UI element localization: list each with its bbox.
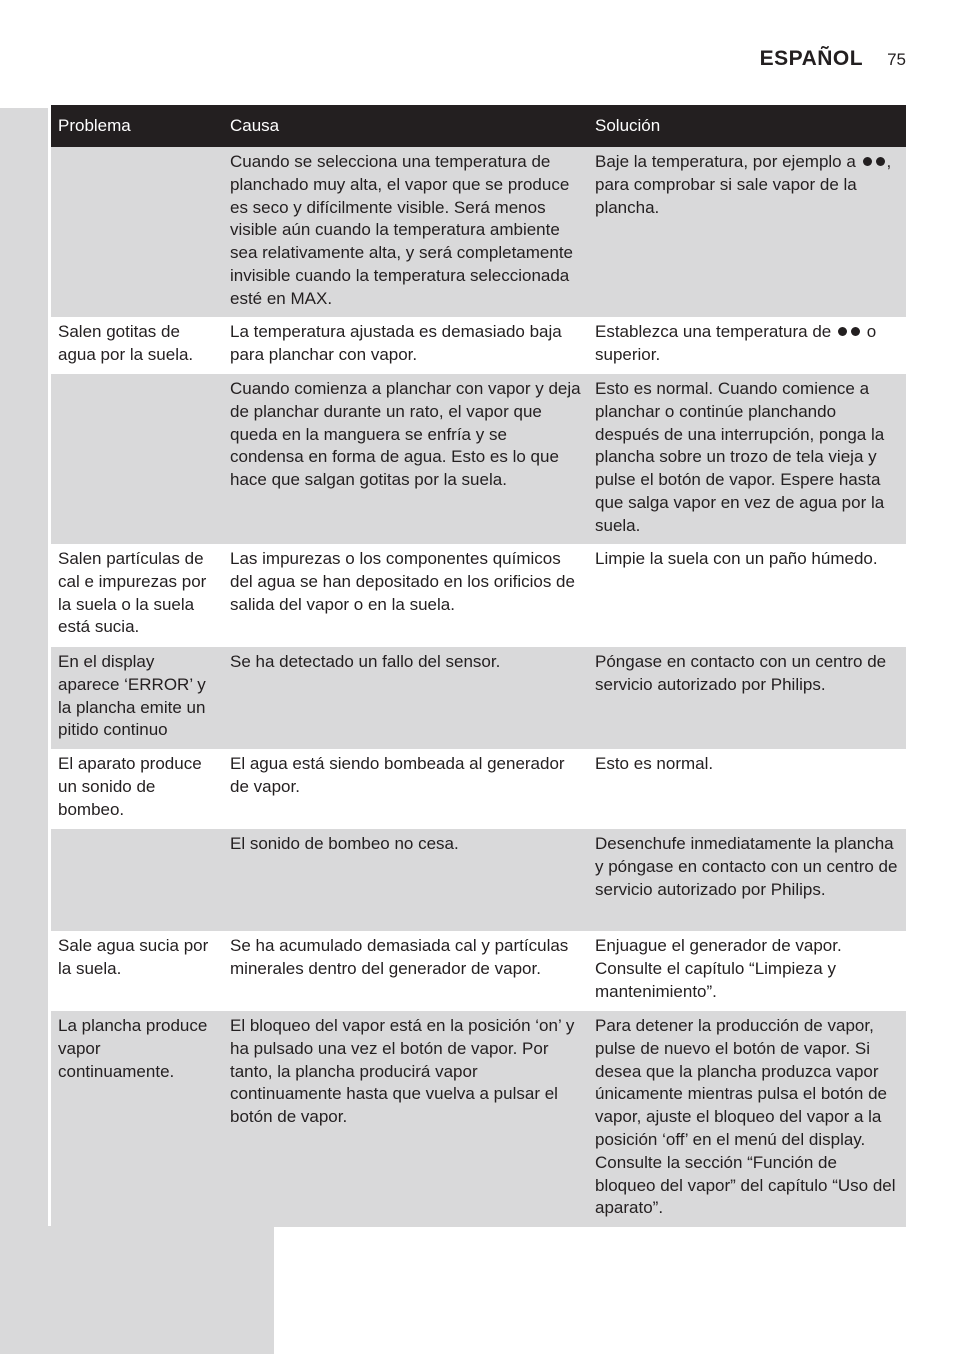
temperature-dot-icon xyxy=(838,327,847,336)
side-band xyxy=(0,108,48,1354)
solution-cell xyxy=(588,147,906,317)
cause-cell: El sonido de bombeo no cesa. xyxy=(223,829,588,931)
problem-cell xyxy=(51,374,223,544)
solution-cell: Para detener la producción de vapor, pulse de nuevo el botón de vapor. Si desea que la plancha produzca vapor únicamente mientras pulsa el botón de vapor, ajuste el bloqueo del vapor a la posición ‘off’ en el menú del display. Consulte la sección “Función de bloqueo del vapor” del capítulo “Uso del aparato”. xyxy=(588,1011,906,1227)
cause-cell: El agua está siendo bombeada al generador de vapor. xyxy=(223,749,588,829)
page-number: 75 xyxy=(887,50,906,69)
problem-cell: En el display aparece ‘ERROR’ y la plancha emite un pitido continuo xyxy=(51,647,223,749)
table-row xyxy=(51,829,906,931)
solution-cell: Esto es normal. Cuando comience a planchar o continúe planchando después de una interrupción, ponga la plancha sobre un trozo de tela vieja y pulse el botón de vapor. Espere hasta que salga vapor en vez de agua por la suela. xyxy=(588,374,906,544)
problem-cell xyxy=(51,147,223,317)
problem-cell: La plancha produce vapor continuamente. xyxy=(51,1011,223,1227)
solution-cell: Enjuague el generador de vapor. Consulte el capítulo “Limpieza y mantenimiento”. xyxy=(588,931,906,1011)
language-heading: ESPAÑOL xyxy=(759,47,864,70)
cause-cell: Cuando se selecciona una temperatura de planchado muy alta, el vapor que se produce es seco y difícilmente visible. Será menos visible aún cuando la temperatura ambiente sea relativamente alta, y será completamente invisible cuando la temperatura seleccionada esté en MAX. xyxy=(223,147,588,317)
page-header xyxy=(760,47,906,71)
cause-cell: La temperatura ajustada es demasiado baja para planchar con vapor. xyxy=(223,317,588,374)
table-header-row xyxy=(51,105,906,147)
cause-cell: Cuando comienza a planchar con vapor y deja de planchar durante un rato, el vapor que queda en la manguera se enfría y se condensa en forma de agua. Esto es lo que hace que salgan gotitas por la suela. xyxy=(223,374,588,544)
table-row xyxy=(51,1011,906,1227)
temperature-dot-icon xyxy=(876,157,885,166)
solution-cell xyxy=(588,317,906,374)
table-row xyxy=(51,147,906,317)
table-row xyxy=(51,749,906,829)
table-row xyxy=(51,931,906,1011)
problem-cell: Sale agua sucia por la suela. xyxy=(51,931,223,1011)
solution-text: Baje la temperatura, por ejemplo a xyxy=(595,152,861,171)
table-row xyxy=(51,544,906,647)
table-row xyxy=(51,374,906,544)
problem-cell xyxy=(51,829,223,931)
solution-cell: Esto es normal. xyxy=(588,749,906,829)
column-header-cause: Causa xyxy=(223,105,588,147)
temperature-dot-icon xyxy=(863,157,872,166)
solution-text: o superior. xyxy=(595,322,877,364)
column-header-solution: Solución xyxy=(588,105,906,147)
table-row xyxy=(51,317,906,374)
solution-cell: Póngase en contacto con un centro de servicio autorizado por Philips. xyxy=(588,647,906,749)
problem-cell: Salen gotitas de agua por la suela. xyxy=(51,317,223,374)
troubleshooting-table xyxy=(51,105,906,1227)
cause-cell: Se ha acumulado demasiada cal y partículas minerales dentro del generador de vapor. xyxy=(223,931,588,1011)
cause-cell: Las impurezas o los componentes químicos del agua se han depositado en los orificios de salida del vapor o en la suela. xyxy=(223,544,588,647)
table-row xyxy=(51,647,906,749)
side-band-footer xyxy=(0,1226,274,1354)
solution-cell: Limpie la suela con un paño húmedo. xyxy=(588,544,906,647)
problem-cell: Salen partículas de cal e impurezas por la suela o la suela está sucia. xyxy=(51,544,223,647)
column-header-problem: Problema xyxy=(51,105,223,147)
problem-cell: El aparato produce un sonido de bombeo. xyxy=(51,749,223,829)
solution-text: Establezca una temperatura de xyxy=(595,322,836,341)
cause-cell: El bloqueo del vapor está en la posición ‘on’ y ha pulsado una vez el botón de vapor. Por tanto, la plancha producirá vapor continuamente hasta que vuelva a pulsar el botón de vapor. xyxy=(223,1011,588,1227)
cause-cell: Se ha detectado un fallo del sensor. xyxy=(223,647,588,749)
solution-text: , para comprobar si sale vapor de la plancha. xyxy=(595,152,892,217)
solution-cell: Desenchufe inmediatamente la plancha y póngase en contacto con un centro de servicio autorizado por Philips. xyxy=(588,829,906,931)
temperature-dot-icon xyxy=(851,327,860,336)
